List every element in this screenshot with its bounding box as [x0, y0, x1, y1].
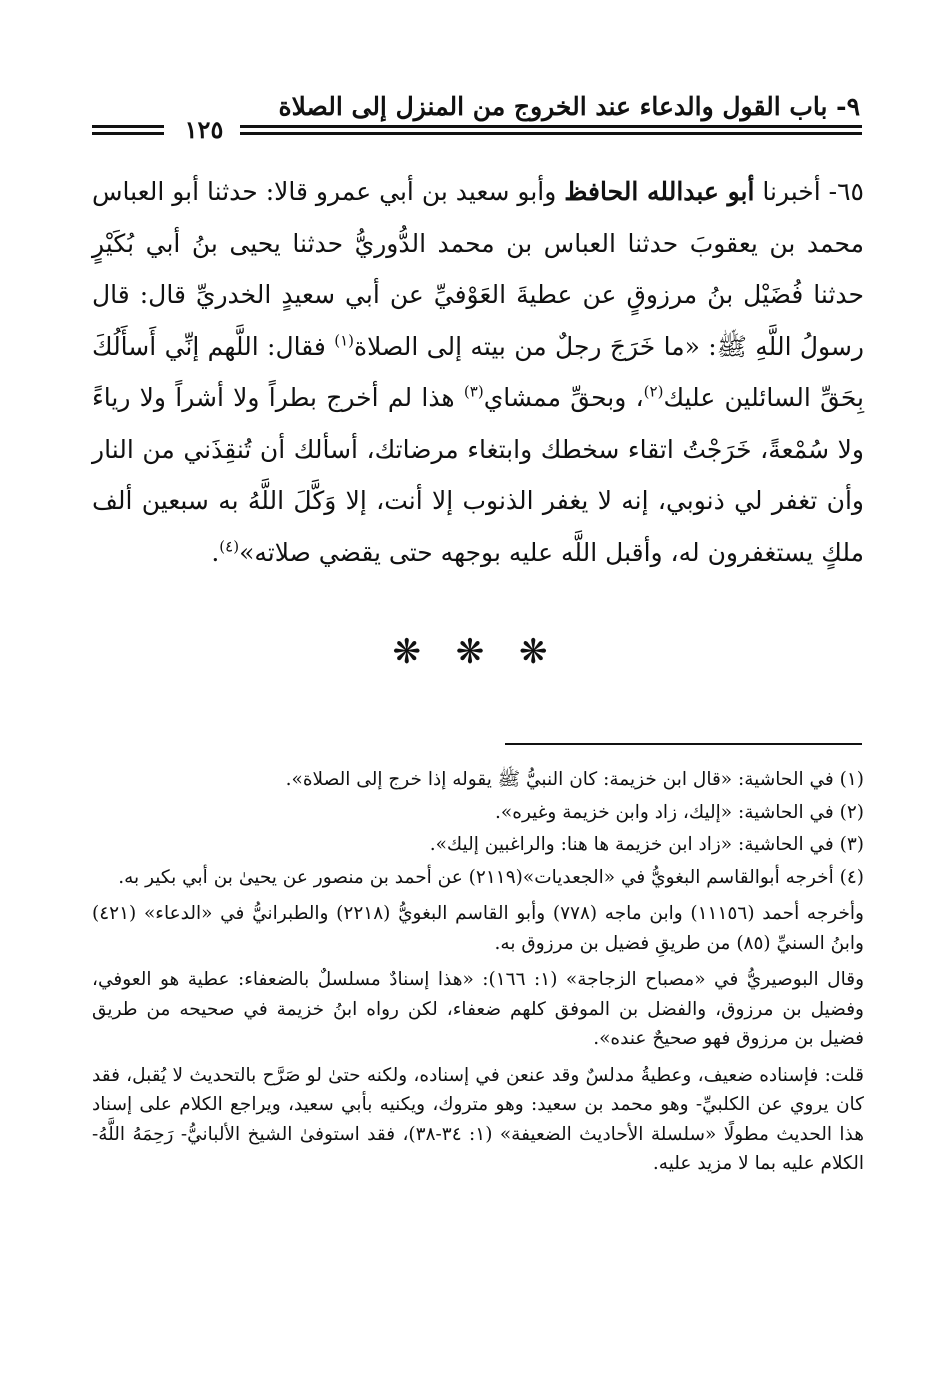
hadith-number: ٦٥-	[828, 177, 864, 206]
footnote-3: (٣) في الحاشية: «زاد ابن خزيمة ها هنا: والراغبين إليك».	[429, 834, 864, 855]
narrator-name: أبو عبدالله الحافظ	[564, 177, 755, 206]
hadith-text	[92, 166, 864, 578]
footnote-2: (٢) في الحاشية: «إليك، زاد وابن خزيمة وغيره».	[495, 801, 864, 823]
header-rule-left-bottom	[92, 132, 164, 135]
footnote-ref-2[interactable]: (٢)	[643, 382, 664, 401]
header-rule-right-top	[240, 125, 862, 128]
header-rule-left-top	[92, 125, 164, 128]
section-separator: ❋ ❋ ❋	[392, 632, 560, 672]
hadith-text-part-2: فقال: اللَّهم إنِّي أَسأَلُكَ بِحَقِّ السائلين عليك	[92, 331, 865, 412]
footnote-4: (٤) أخرجه أبوالقاسم البغويُّ في «الجعديات»(٢١١٩) عن أحمد بن منصور عن يحيىٰ بن أبي بكير به.	[118, 866, 864, 888]
hadith-text-part-1: وأبو سعيد بن أبي عمرو قالا: حدثنا أبو العباس محمد بن يعقوبَ حدثنا العباس بن محمد الدُّوريُّ حدثنا يحيى بنُ أبي بُكَيْرٍ حدثنا فُضَيْل بنُ مرزوقٍ عن عطيةَ العَوْفيِّ عن أبي سعيدٍ الخدريِّ قال: قال رسولُ اللَّهِ ﷺ: «ما خَرَجَ رجلٌ من بيته إلى الصلاة	[92, 177, 864, 361]
footnote-ref-4[interactable]: (٤)	[219, 537, 240, 556]
footnote-1: (١) في الحاشية: «قال ابن خزيمة: كان النبيُّ ﷺ يقوله إذا خرج إلى الصلاة».	[285, 769, 864, 790]
running-title: ٩- باب القول والدعاء عند الخروج من المنزل إلى الصلاة	[278, 92, 860, 121]
hadith-text-part-3: ، وبحقِّ ممشاي	[483, 383, 644, 412]
footnotes	[92, 765, 864, 1182]
footnote-4-paragraph-4: قلت: فإسناده ضعيف، وعطيةُ مدلسٌ وقد عنعن في إسناده، ولكنه حتىٰ لو صَرَّح بالتحديث لا يُقبل، فقد كان يروي عن الكلبيِّ- وهو محمد بن سعيد: وهو متروك، ويكنيه بأبي سعيد، ويراجع الكلام على إسناد هذا الحديث مطولًا «سلسلة الأحاديث الضعيفة» (١: ٣٤-٣٨)، فقد استوفىٰ الشيخ الألبانيُّ- رَحِمَهُ اللَّهُ- الكلام عليه بما لا مزيد عليه.	[92, 1064, 865, 1174]
hadith-intro: أخبرنا	[762, 177, 821, 206]
footnote-ref-1[interactable]: (١)	[334, 331, 355, 350]
hadith-end: .	[211, 537, 220, 567]
hadith-text-part-4: هذا لم أخرج بطراً ولا أشراً ولا رياءً ولا سُمْعةً، خَرَجْتُ اتقاء سخطك وابتغاء مرضاتك، أسألك أن تُنقِذَني من النار وأن تغفر لي ذنوبي، إنه لا يغفر الذنوب إلا أنت، إلا وَكَّلَ اللَّهُ به سبعين ألف ملكٍ يستغفرون له، وأقبل اللَّه عليه بوجهه حتى يقضي صلاته»	[92, 383, 864, 567]
footnote-rule	[505, 743, 862, 745]
page-number: ١٢٥	[184, 115, 224, 144]
footnote-4-paragraph-2: وأخرجه أحمد (١١١٥٦) وابن ماجه (٧٧٨) وأبو القاسم البغويُّ (٢٢١٨) والطبرانيُّ في «الدعاء» (٤٢١) وابنُ السنيِّ (٨٥) من طريقِ فضيل بن مرزوق به.	[92, 903, 864, 954]
header-rule-right-bottom	[240, 132, 862, 135]
footnote-4-paragraph-3: وقال البوصيريُّ في «مصباح الزجاجة» (١: ١٦٦): «هذا إسنادٌ مسلسلٌ بالضعفاء: عطية هو العوفي، وفضيل بن مرزوق، والفضل بن الموفق كلهم ضعفاء، لكن رواه ابنُ خزيمة في صحيحه من طريق فضيل بن مرزوق فهو صحيحٌ عنده».	[92, 969, 864, 1049]
footnote-ref-3[interactable]: (٣)	[463, 382, 484, 401]
